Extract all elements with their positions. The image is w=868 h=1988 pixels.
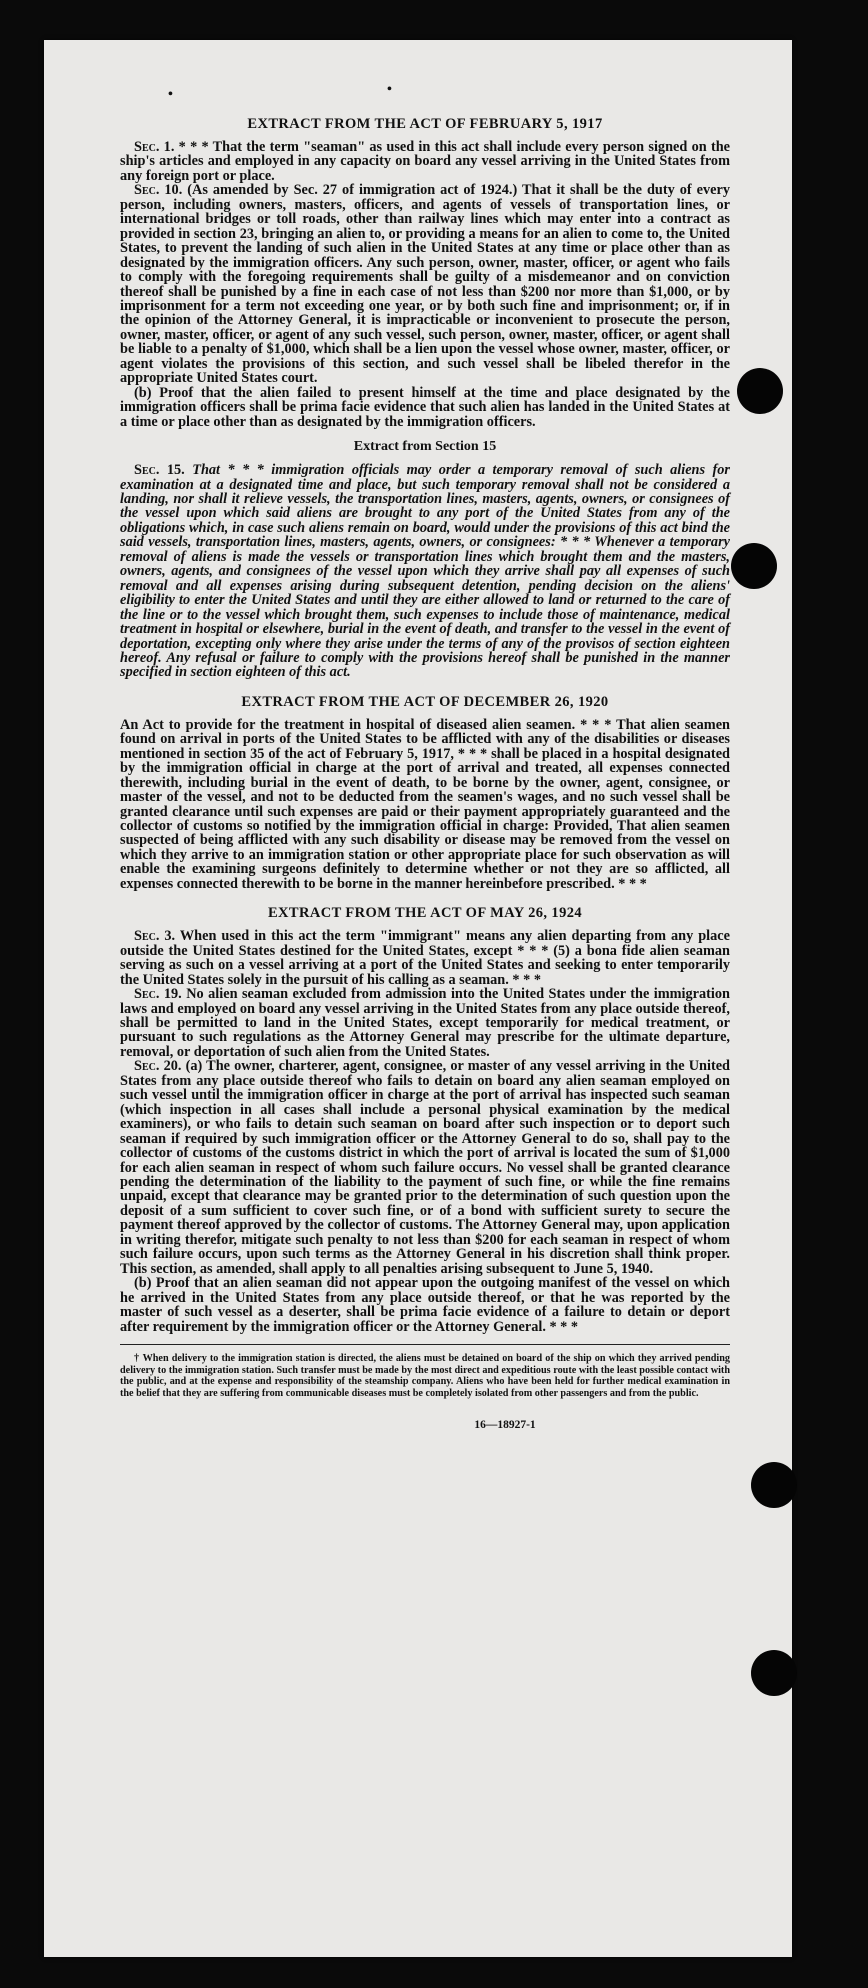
page-mark: • [168, 87, 173, 102]
section-heading: Extract from Section 15 [353, 439, 497, 455]
paragraph-text: (a) The owner, charterer, agent, consignee, or master of any vessel arriving in the United States from any place outside thereof who fails to detain on board any alien seaman employed on such vessel until the immigration officer in charge at the port of arrival has inspected such seaman (which inspection in all cases shall include a personal physical examination by the medical examiners), or who fails to detain such seaman on board after such inspection or to deport such seaman if required by such immigration officer or the Attorney General to do so, shall pay to the collector of customs of the customs district in which the port of arrival is located the sum of $1,000 for each alien seaman in respect of whom such failure occurs. No vessel shall be granted clearance pending the determination of the liability to the payment of such fine, or while the fine remains unpaid, except that clearance may be granted prior to the determination of such question upon the deposit of a sum sufficient to cover such fine, or of a bond with sufficient surety to secure the payment thereof approved by the collector of customs. The Attorney General may, upon application in writing therefor, mitigate such penalty to not less than $200 for each seaman in respect of whom such failure occurs, upon such terms as the Attorney General in his discretion shall think proper. This section, as amended, shall apply to all penalties arising subsequent to June 5, 1940. [120, 1058, 730, 1277]
section-number: Sec. 20. [134, 1058, 182, 1075]
paragraph [120, 140, 730, 183]
paragraph-text: (As amended by Sec. 27 of immigration act of 1924.) That it shall be the duty of every person, including owners, masters, officers, and agents of vessels of transportation lines, or international bridges or toll roads, other than railway lines which may enter into a contract as provided in section 23, bringing an alien to, or providing a means for an alien to come to, the United States, to prevent the landing of such alien in the United States at any time or place other than as designated by the immigration officers. Any such person, owner, master, officer, or agent who fails to comply with the foregoing requirements shall be guilty of a misdemeanor and on conviction thereof shall be punished by a fine in each case of not less than $200 nor more than $1,000, or by imprisonment for a term not exceeding one year, or by both such fine and imprisonment; or, if in the opinion of the Attorney General, it is impracticable or inconvenient to prosecute the person, owner, master, officer, or agent of any such vessel, such person, owner, master, officer, or agent shall be liable to a penalty of $1,000, which shall be a lien upon the vessel whose owner, master, officer, or agent violates the provisions of this section, and such vessel shall be libeled therefor in the appropriate United States court. [120, 182, 730, 387]
paragraph [120, 987, 730, 1059]
paragraph [120, 929, 730, 987]
paragraph [120, 1059, 730, 1276]
punch-hole [751, 1650, 797, 1696]
document-body [120, 80, 730, 1431]
section-number: Sec. 19. [134, 986, 182, 1003]
paragraph-text: (b) Proof that an alien seaman did not appear upon the outgoing manifest of the vessel on which he arrived in the United States from any place outside thereof, or that he was reported by the master of such vessel as a deserter, shall be prima facie evidence of a failure to detain or deport after requirement by the immigration officer or the Attorney General. * * * [120, 1275, 730, 1335]
section-number: Sec. 10. [134, 182, 183, 199]
paragraph [120, 183, 730, 385]
section-number: Sec. 3. [134, 928, 176, 945]
paragraph-text: No alien seaman excluded from admission into the United States under the immigration laws and employed on board any vessel arriving in the United States from any place outside thereof, shall be permitted to land in the United States, except temporarily for medical treatment, or pursuant to such regulations as the Attorney General may prescribe for the ultimate departure, removal, or deportation of such alien from the United States. [120, 986, 730, 1060]
section-heading: EXTRACT FROM THE ACT OF FEBRUARY 5, 1917 [247, 116, 603, 132]
paragraph [120, 386, 730, 429]
section-heading: EXTRACT FROM THE ACT OF MAY 26, 1924 [267, 905, 583, 922]
paragraph-text: When used in this act the term "immigrant" means any alien departing from any place outside the United States destined for the United States, except * * * (5) a bona fide alien seaman serving as such on a vessel arriving at a port of the United States and seeking to enter temporarily the United States solely in the pursuit of his calling as a seaman. * * * [120, 928, 730, 988]
paragraph [120, 718, 730, 891]
section-number: Sec. 1. [134, 139, 175, 155]
section-heading: EXTRACT FROM THE ACT OF DECEMBER 26, 1920 [241, 693, 609, 710]
paragraph-text: * * * That the term "seaman" as used in this act shall include every person signed on the ship's articles and employed in any capacity on board any vessel arriving in the United States from any foreign port or place. [120, 139, 730, 184]
form-code: 16—18927-1 [474, 1419, 536, 1432]
punch-hole [737, 368, 783, 414]
footnote-divider [120, 1344, 730, 1345]
footnote: † When delivery to the immigration station is directed, the aliens must be detained on board of the ship on which they arrived pending delivery to the immigration station. Such transfer must be made by the most direct and expeditious route with the least possible contact with the public, and at the expense and responsibility of the steamship company. Aliens who have been held for further medical examination in the belief that they are suffering from communicable diseases must be completely isolated from other passengers and from the public. [120, 1352, 730, 1399]
paragraph-text: An Act to provide for the treatment in hospital of diseased alien seamen. * * * That alien seamen found on arrival in ports of the United States to be afflicted with any of the disabilities or diseases mentioned in section 35 of the act of February 5, 1917, * * * shall be placed in a hospital designated by the immigration official in charge at the port of arrival and treated, all expenses connected therewith, including burial in the event of death, to be borne by the owner, agent, consignee, or master of the vessel, and not to be deducted from the seamen's wages, and no such vessel shall be granted clearance until such expenses are paid or their payment appropriately guaranteed and the collector of customs so notified by the immigration official in charge: Provided, That alien seamen suspected of being afflicted with any such disability or disease may be removed from the vessel on which they arrive to an immigration station or other appropriate place for such observation as will enable the examining surgeons definitely to determine whether or not they are so afflicted, all expenses connected therewith to be borne in the manner hereinbefore prescribed. * * * [120, 716, 730, 892]
paragraph-text: That * * * immigration officials may order a temporary removal of such aliens for examination at a designated time and place, but such temporary removal shall not be considered a landing, nor shall it relieve vessels, the transportation lines, masters, agents, owners, or consignees of the vessel upon which said aliens are brought to any port of the United States from any of the obligations which, in case such aliens remain on board, would under the provisions of this act bind the said vessels, transportation lines, masters, agents, owners, or consignees: * * * Whenever a temporary removal of aliens is made the vessels or transportation lines which brought them and the masters, owners, agents, and consignees of the vessel upon which they arrive shall pay all expenses of such removal and all expenses arising during subsequent detention, pending decision on the aliens' eligibility to enter the United States and until they are either allowed to land or returned to the care of the line or to the vessel which brought them, such expenses to include those of maintenance, medical treatment in hospital or elsewhere, burial in the event of death, and transfer to the vessel in the event of deportation, excepting only where they arise under the terms of any of the provisos of section eighteen hereof. Any refusal or failure to comply with the provisions hereof shall be punished in the manner specified in section eighteen of this act. [120, 462, 730, 681]
paragraph [120, 463, 730, 680]
paragraph-text: (b) Proof that the alien failed to present himself at the time and place designated by the immigration officers shall be prima facie evidence that such alien has landed in the United States at a time or place other than as designated by the immigration officers. [120, 384, 730, 430]
paragraph [120, 1276, 730, 1334]
punch-hole [751, 1462, 797, 1508]
page-mark: • [387, 82, 392, 97]
punch-hole [731, 543, 777, 589]
page-marks [120, 80, 730, 102]
section-number: Sec. 15. [134, 462, 185, 479]
